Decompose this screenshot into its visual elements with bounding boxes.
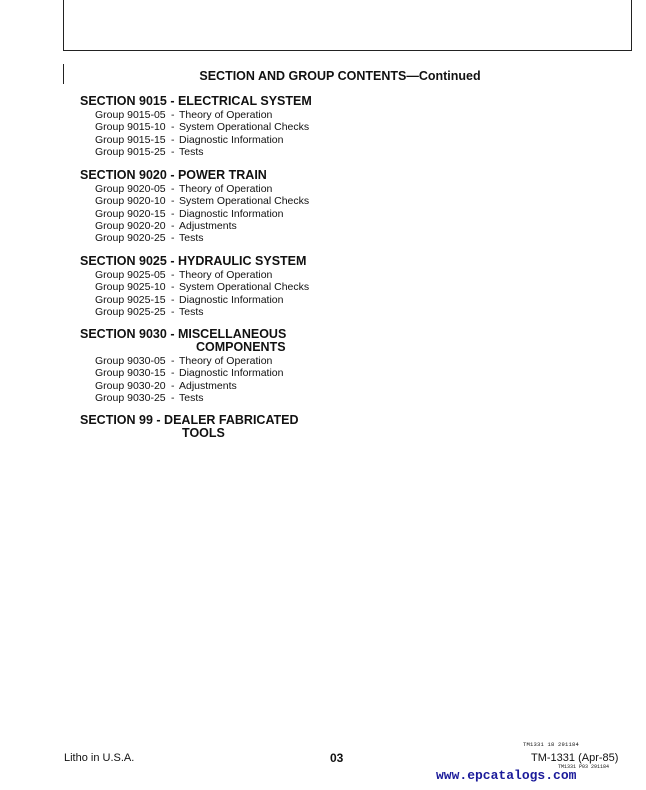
group-separator: - [171, 207, 175, 220]
group-row[interactable] [95, 355, 540, 367]
section-number: SECTION 9015 - [80, 94, 178, 108]
section-block [80, 414, 540, 441]
group-name: Theory of Operation [179, 355, 273, 367]
group-row[interactable] [95, 269, 540, 281]
group-separator: - [171, 145, 175, 158]
section-number: SECTION 99 - [80, 413, 165, 427]
group-number: Group 9030-25 [95, 391, 166, 404]
group-separator: - [171, 379, 175, 392]
group-list [80, 183, 540, 244]
group-name: Diagnostic Information [179, 133, 284, 146]
group-name: System Operational Checks [179, 195, 310, 208]
group-name: Diagnostic Information [179, 207, 284, 220]
group-row[interactable] [95, 220, 540, 232]
section-title-continued: COMPONENTS [195, 340, 286, 354]
group-name: Diagnostic Information [179, 293, 284, 306]
group-separator: - [171, 269, 175, 281]
group-row[interactable] [95, 183, 540, 195]
group-number: Group 9030-20 [95, 379, 166, 392]
group-row[interactable] [95, 208, 540, 220]
group-number: Group 9015-25 [95, 145, 166, 158]
group-number: Group 9025-15 [95, 293, 166, 306]
group-separator: - [171, 195, 175, 208]
section-number: SECTION 9030 - [80, 327, 178, 341]
section-title: HYDRAULIC SYSTEM [177, 254, 307, 268]
section-block [80, 169, 540, 244]
group-list [80, 269, 540, 318]
group-separator: - [171, 391, 175, 404]
group-name: Theory of Operation [179, 109, 273, 121]
group-row[interactable] [95, 109, 540, 121]
page-title: SECTION AND GROUP CONTENTS—Continued [199, 69, 481, 83]
section-number: SECTION 9020 - [80, 168, 178, 182]
group-number: Group 9020-20 [95, 219, 166, 232]
footer-tm-code: TM1331 P03 291184 [558, 764, 610, 770]
section-heading [80, 414, 540, 440]
section-title: ELECTRICAL SYSTEM [177, 94, 312, 108]
group-separator: - [171, 219, 175, 232]
margin-rule [63, 64, 64, 84]
section-block [80, 95, 540, 158]
group-number: Group 9020-25 [95, 232, 166, 245]
section-title: MISCELLANEOUS [177, 327, 287, 341]
group-row[interactable] [95, 380, 540, 392]
group-row[interactable] [95, 281, 540, 293]
group-row[interactable] [95, 367, 540, 379]
section-heading [80, 169, 540, 182]
group-name: Theory of Operation [179, 269, 273, 281]
section-block [80, 255, 540, 318]
group-separator: - [171, 305, 175, 318]
group-number: Group 9015-10 [95, 121, 166, 134]
group-row[interactable] [95, 294, 540, 306]
group-number: Group 9025-10 [95, 281, 166, 294]
group-name: Tests [179, 232, 204, 245]
footer-litho: Litho in U.S.A. [64, 752, 135, 764]
group-number: Group 9025-05 [95, 269, 166, 281]
group-row[interactable] [95, 392, 540, 404]
group-list [80, 109, 540, 158]
section-heading [80, 255, 540, 268]
group-separator: - [171, 281, 175, 294]
group-name: Tests [179, 305, 204, 318]
section-heading [80, 328, 540, 354]
section-number: SECTION 9025 - [80, 254, 178, 268]
group-row[interactable] [95, 195, 540, 207]
section-title: DEALER FABRICATED [164, 413, 299, 427]
section-title-continued: TOOLS [182, 426, 225, 440]
group-separator: - [171, 293, 175, 306]
group-name: System Operational Checks [179, 121, 310, 134]
group-name: Adjustments [179, 219, 237, 232]
group-separator: - [171, 367, 175, 380]
group-number: Group 9020-15 [95, 207, 166, 220]
group-number: Group 9015-15 [95, 133, 166, 146]
group-row[interactable] [95, 232, 540, 244]
group-row[interactable] [95, 121, 540, 133]
group-name: Theory of Operation [179, 183, 273, 195]
watermark-link[interactable]: www.epcatalogs.com [436, 768, 577, 783]
group-number: Group 9015-05 [95, 109, 166, 121]
section-heading [80, 95, 540, 108]
footer-code: TM1331 18 291184 [523, 741, 580, 748]
group-row[interactable] [95, 306, 540, 318]
page-number: 03 [330, 751, 344, 765]
group-name: Adjustments [179, 379, 237, 392]
group-number: Group 9030-05 [95, 355, 166, 367]
group-number: Group 9020-05 [95, 183, 166, 195]
group-name: Diagnostic Information [179, 367, 284, 380]
section-title: POWER TRAIN [177, 168, 267, 182]
group-row[interactable] [95, 134, 540, 146]
group-separator: - [171, 232, 175, 245]
section-block [80, 328, 540, 404]
group-separator: - [171, 133, 175, 146]
group-name: Tests [179, 391, 204, 404]
footer-tm-number: TM-1331 (Apr-85) [531, 752, 619, 764]
group-number: Group 9030-15 [95, 367, 166, 380]
group-number: Group 9025-25 [95, 305, 166, 318]
group-name: Tests [179, 145, 204, 158]
group-row[interactable] [95, 146, 540, 158]
group-number: Group 9020-10 [95, 195, 166, 208]
group-separator: - [171, 355, 175, 367]
group-name: System Operational Checks [179, 281, 310, 294]
group-separator: - [171, 109, 175, 121]
group-separator: - [171, 183, 175, 195]
group-list [80, 355, 540, 404]
group-separator: - [171, 121, 175, 134]
header-frame [63, 0, 632, 51]
